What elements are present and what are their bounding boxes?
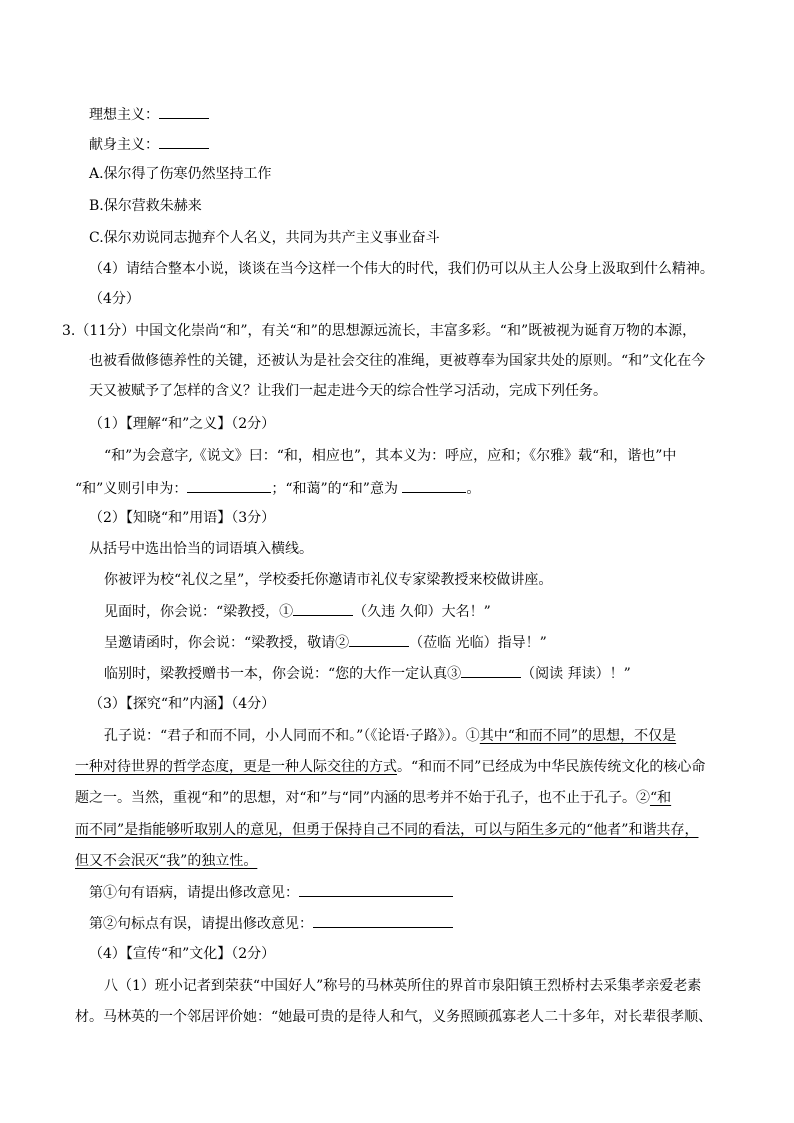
task3-question-1-label: 第①句有语病，请提出修改意见：: [89, 885, 299, 901]
task1-line-2-mid: ；“和蔼”的“和”意为: [271, 481, 398, 497]
task2-sentence-2-start: 呈邀请函时，你会说：“梁教授，敬请②: [104, 635, 350, 651]
task1-line-1: “和”为会意字,《说文》曰：“和，相应也”，其本义为：呼应，应和；《尔雅》载“和，谐也”中: [104, 448, 677, 464]
task4-title: （4）【宣传“和”文化】（2分）: [89, 946, 276, 962]
task3-answer-blank-2[interactable]: [313, 913, 453, 928]
task1-line-2-start: “和”义则引申为：: [75, 481, 188, 497]
q3-intro-line-1: 3.（11分）中国文化崇尚“和”，有关“和”的思想源远流长，丰富多彩。“和”既被视为诞育万物的本源，: [62, 323, 697, 339]
task1-blank-2[interactable]: [402, 478, 466, 493]
devotion-label: 献身主义：: [89, 137, 159, 153]
task2-sentence-1-end: （久违 久仰）大名！”: [353, 604, 491, 620]
task2-instruction: 从括号中选出恰当的词语填入横线。: [89, 541, 313, 557]
task3-para-line-3-start: 题之一。当然，重视“和”的思想，对“和”与“同”内涵的思考并不始于孔子，也不止于孔子。②: [75, 790, 650, 806]
task3-para-line-2: [75, 757, 705, 777]
ideal-label: 理想主义：: [89, 107, 159, 123]
task3-para-line-5: [75, 851, 257, 871]
task2-sentence-1-start: 见面时，你会说：“梁教授，①: [104, 604, 294, 620]
task2-sentence-3: [104, 663, 631, 684]
task3-para-line-4: [75, 820, 698, 840]
task3-title: （3）【探究“和”内涵】（4分）: [89, 696, 276, 712]
task2-sentence-3-start: 临别时，梁教授赠书一本，你会说：“您的大作一定认真③: [104, 666, 462, 682]
task1-line-2: [75, 478, 480, 499]
task3-question-2-label: 第②句标点有误，请提出修改意见：: [89, 916, 313, 932]
task4-para-line-1: 八（1）班小记者到荣获“中国好人”称号的马林英所住的界首市泉阳镇王烈桥村去采集孝亲爱老素: [104, 978, 702, 994]
task3-question-2: [89, 913, 453, 934]
task2-blank-2[interactable]: [349, 632, 409, 647]
task1-blank-1[interactable]: [187, 478, 271, 493]
task3-sentence-1-underlined: 其中“和而不同”的思想，不仅是: [479, 728, 677, 744]
ideal-line: [89, 104, 209, 125]
subquestion-4-score: （4分）: [89, 291, 140, 307]
devotion-line: [89, 134, 209, 155]
task3-sentence-1-underlined-cont: 一种对待世界的哲学态度，更是一种人际交往的方式: [75, 759, 397, 775]
option-b: B.保尔营救朱赫来: [89, 198, 202, 214]
task2-sentence-1: [104, 601, 491, 622]
task2-blank-3[interactable]: [461, 663, 521, 678]
option-a: A.保尔得了伤寒仍然坚持工作: [89, 166, 272, 182]
task3-sentence-2-underlined: “和: [649, 790, 672, 806]
task3-para-line-1-start: 孔子说：“君子和而不同，小人同而不和。”（《论语·子路》）。①: [104, 728, 480, 744]
q3-intro-line-2: 也被看做修德养性的关键，还被认为是社会交往的准绳，更被尊奉为国家共处的原则。“和”文化在今: [89, 353, 706, 369]
task2-sentence-2-end: （莅临 光临）指导！”: [409, 635, 547, 651]
q3-intro-line-3: 天又被赋予了怎样的含义？让我们一起走进今天的综合性学习活动，完成下列任务。: [89, 383, 607, 399]
task3-para-line-2-end: 。“和而不同”已经成为中华民族传统文化的核心命: [397, 759, 706, 775]
task1-line-2-end: 。: [466, 481, 481, 497]
task2-sentence-2: [104, 632, 547, 653]
task3-question-1: [89, 882, 453, 903]
task3-answer-blank-1[interactable]: [299, 882, 453, 897]
task2-blank-1[interactable]: [293, 601, 353, 616]
task4-para-line-2: 材。马林英的一个邻居评价她：“她最可贵的是待人和气，义务照顾孤寡老人二十多年，对长辈很孝顺、: [75, 1009, 713, 1025]
ideal-answer-blank[interactable]: [159, 104, 209, 119]
option-c: C.保尔劝说同志抛弃个人名义，共同为共产主义事业奋斗: [89, 230, 440, 246]
devotion-answer-blank[interactable]: [159, 134, 209, 149]
task3-sentence-2-underlined-end: 但又不会泯灭“我”的独立性。: [75, 853, 258, 869]
task3-para-line-3: [75, 788, 671, 808]
task2-context: 你被评为校“礼仪之星”，学校委托你邀请市礼仪专家梁教授来校做讲座。: [104, 572, 553, 588]
task3-sentence-2-underlined-cont: 而不同”是指能够听取别人的意见，但勇于保持自己不同的看法，可以与陌生多元的“他者”和谐共存，: [75, 822, 699, 838]
task2-title: （2）【知晓“和”用语】（3分）: [89, 510, 276, 526]
task3-para-line-1: [104, 726, 676, 746]
task2-sentence-3-end: （阅读 拜读）！”: [521, 666, 631, 682]
task1-title: （1）【理解“和”之义】（2分）: [89, 416, 276, 432]
subquestion-4: （4）请结合整本小说，谈谈在当今这样一个伟大的时代，我们仍可以从主人公身上汲取到什么精神。: [89, 261, 714, 277]
